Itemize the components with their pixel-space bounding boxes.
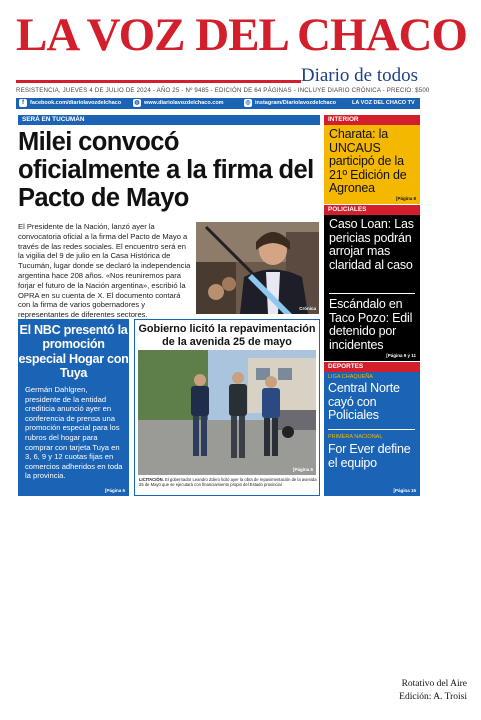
photo-credit: Crónica: [299, 306, 316, 311]
page-ref: [Página 6: [292, 467, 313, 472]
sidebar-story-for-ever[interactable]: For Ever define el equipo: [328, 442, 411, 470]
section-policiales: POLICIALES: [324, 205, 420, 215]
facebook-icon: f: [19, 99, 27, 107]
gov-caption: LICITACIÓN. El gobernador Leandro Zdero licitó ayer la obra de repavimentación de la avenida 25 de Mayo que se ejecutará con financiamiento propio del Estado provincial: [139, 477, 317, 488]
sidebar-story-taco-pozo[interactable]: Escándalo en Taco Pozo: Edil detenido por incidentes: [329, 297, 413, 352]
social-instagram[interactable]: ◎ instagram/Diariolavozdelchaco: [245, 99, 336, 106]
repavimentacion-photo-illustration: [138, 350, 316, 475]
credit-line-2: Edición: A. Troisi: [399, 692, 467, 702]
globe-icon: ◍: [134, 99, 140, 106]
sidebar-policiales-box: [324, 215, 420, 361]
instagram-icon: ◎: [245, 99, 251, 106]
kicker-liga: LIGA CHAQUEÑA: [328, 374, 373, 380]
social-bar: [16, 98, 420, 109]
social-web[interactable]: ◍ www.diariolavozdelchaco.com: [134, 99, 224, 106]
masthead-rule: [16, 80, 301, 83]
page-ref: [Página 5: [104, 488, 125, 493]
sidebar-deportes-box: [324, 372, 420, 496]
social-facebook[interactable]: f facebook.com/diariolavozdelchaco: [19, 98, 121, 109]
lead-headline[interactable]: Milei convocó oficialmente a la firma del Pacto de Mayo: [18, 128, 314, 212]
masthead-title: LA VOZ DEL CHACO: [16, 9, 467, 61]
gov-title: Gobierno licitó la repavimentación de la avenida 25 de mayo: [138, 323, 316, 348]
milei-photo: [196, 222, 319, 314]
section-interior: INTERIOR: [324, 115, 420, 125]
lead-kicker: SERÁ EN TUCUMÁN: [18, 115, 320, 125]
kicker-primera: PRIMERA NACIONAL: [328, 434, 383, 440]
nbc-body: Germán Dahlgren, presidente de la entidad crediticia anunció ayer en conferencia de prensa una promoción especial para los rubros del hogar para comprar con tarjeta Tuya en 3, 6, 9 y 12 cuotas fijas en comercios adheridos en toda la provincia.: [25, 385, 123, 481]
gov-story[interactable]: [134, 319, 320, 496]
social-tv[interactable]: LA VOZ DEL CHACO TV: [352, 100, 415, 106]
newspaper-front-page: [16, 0, 467, 496]
sidebar-story-charata[interactable]: Charata: la UNCAUS participó de la 21º Edición de Agronea [Página 8: [324, 125, 420, 204]
divider: [329, 293, 415, 294]
page-ref: [Página 8: [395, 196, 416, 201]
page-ref: [Página 9 y 11: [386, 353, 416, 358]
milei-photo-illustration: [196, 222, 319, 314]
repavimentacion-photo: [138, 350, 316, 475]
dateline: RESISTENCIA, JUEVES 4 DE JULIO DE 2024 - AÑO 25 - Nº 9485 - EDICIÓN DE 64 PÁGINAS - INCLUYE DIARIO CRÓNICA - PRECIO: $500: [16, 87, 430, 94]
sidebar-story-caso-loan[interactable]: Caso Loan: Las pericias podrán arrojar mas claridad al caso: [329, 217, 414, 272]
section-deportes: DEPORTES: [324, 362, 420, 372]
divider: [328, 429, 415, 430]
nbc-title: El NBC presentó la promoción especial Hogar con Tuya: [18, 323, 129, 380]
page-ref: [Página 15: [393, 488, 416, 493]
nbc-story[interactable]: [18, 319, 129, 496]
credit-line-1: Rotativo del Aire: [401, 679, 467, 689]
lead-body: El Presidente de la Nación, lanzó ayer la convocatoria oficial a la firma del Pacto de Mayo a través de las redes sociales. El encuentro será en la vigilia del 9 de julio en la Casa Histórica de Tucumán, lugar donde se declaró la independencia argentina hace 208 años. «Nos reuniremos para forjar el futuro de la Nación argentina», escribió la OPRA en su cuenta de X. El documento contará con la firma de varios gobernadores y representantes de diferentes sectores.: [18, 222, 191, 320]
masthead-subtitle: Diario de todos: [300, 65, 418, 86]
sidebar-story-central-norte[interactable]: Central Norte cayó con Policiales: [328, 381, 400, 423]
